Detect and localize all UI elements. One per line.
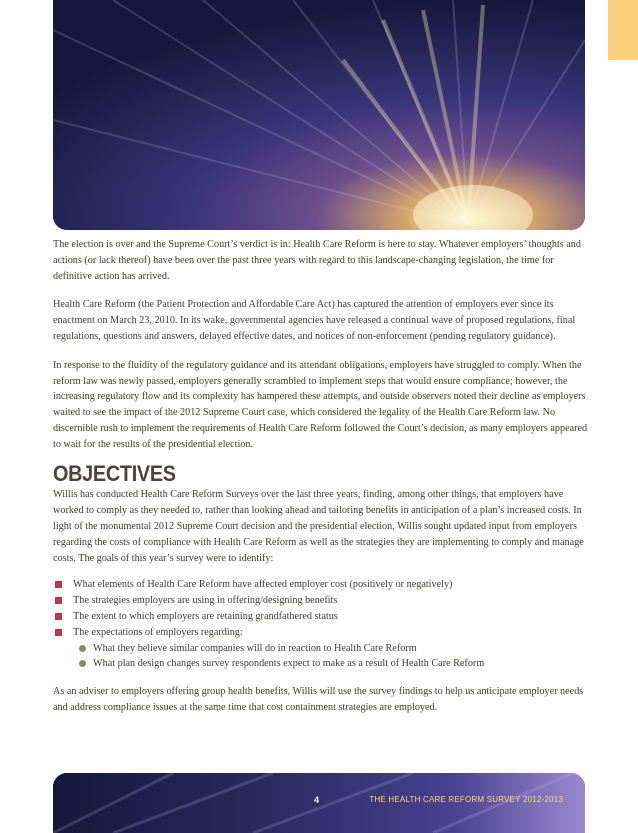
closing-paragraph: As an adviser to employers offering group health benefits, Willis will use the survey findings to help us anticipate employer needs and address compliance issues at the same time that cost containment strategies are employed. [53,686,584,713]
square-bullet-icon [55,581,62,588]
square-bullet-icon [55,613,62,620]
intro-paragraph-2: Health Care Reform (the Patient Protection and Affordable Care Act) has captured the attention of employers ever since its enactment on March 23, 2010. In its wake, governmental agencies have released a continual wave of proposed regulations, final regulations, questions and answers, delayed effective dates, and notices of non-enforcement (pending regulatory guidance). [53,299,576,342]
list-item: The expectations of employers regarding: What they believe similar companies will do in reaction to Health Care Reform What plan design changes survey respondents expect to make as a result of Health Care Reform [53,625,588,672]
sub-list-item: What they believe similar companies will do in reaction to Health Care Reform [73,641,588,657]
list-item: The extent to which employers are retaining grandfathered status [53,609,588,625]
round-bullet-icon [79,645,86,652]
goals-list [53,577,588,672]
square-bullet-icon [55,629,62,636]
square-bullet-icon [55,597,62,604]
intro-paragraph-3: In response to the fluidity of the regulatory guidance and its attendant obligations, employers have struggled to comply. When the reform law was newly passed, employers generally scrambled to implement steps that would ensure compliance; however, the increasing regulatory flow and its complexity has hampered these attempts, and outside observers noted their decline as employers waited to see the impact of the 2012 Supreme Court case, which considered the legality of the Health Care Reform law. No discernible rush to implement the requirements of Health Care Reform followed the Court’s decision, as many employers appeared to wait for the results of the presidential election. [53,359,588,450]
page-number: 4 [314,795,320,805]
footer-title: THE HEALTH CARE REFORM SURVEY 2012-2013 [369,795,563,804]
list-item: What elements of Health Care Reform have affected employer cost (positively or negatively) [53,577,588,593]
objectives-paragraph: Willis has conducted Health Care Reform Surveys over the last three years, finding, among other things, that employers have worked to comply as they needed to, rather than looking ahead and tailoring benefits in anticipation of a plan’s increased costs. In light of the monumental 2012 Supreme Court decision and the presidential election, Willis sought updated input from employers regarding the costs of compliance with Health Care Reform as well as the strategies they are implementing to comply and manage costs. The goals of this year’s survey were to identify: [53,489,584,564]
intro-paragraph-1: The election is over and the Supreme Court’s verdict is in: Health Care Reform is here to stay. Whatever employers’ thoughts and actions (or lack thereof) have been over the past three years with regard to this landscape-changing legislation, the time for definitive action has arrived. [53,239,581,282]
hero-image [53,0,585,230]
round-bullet-icon [79,660,86,667]
footer-band [53,773,585,833]
main-content [53,237,588,729]
sub-goals-list [73,641,588,673]
sub-list-item: What plan design changes survey respondents expect to make as a result of Health Care Reform [73,656,588,672]
list-item: The strategies employers are using in offering/designing benefits [53,593,588,609]
objectives-heading: OBJECTIVES [53,460,176,486]
decorative-tab [608,0,638,60]
